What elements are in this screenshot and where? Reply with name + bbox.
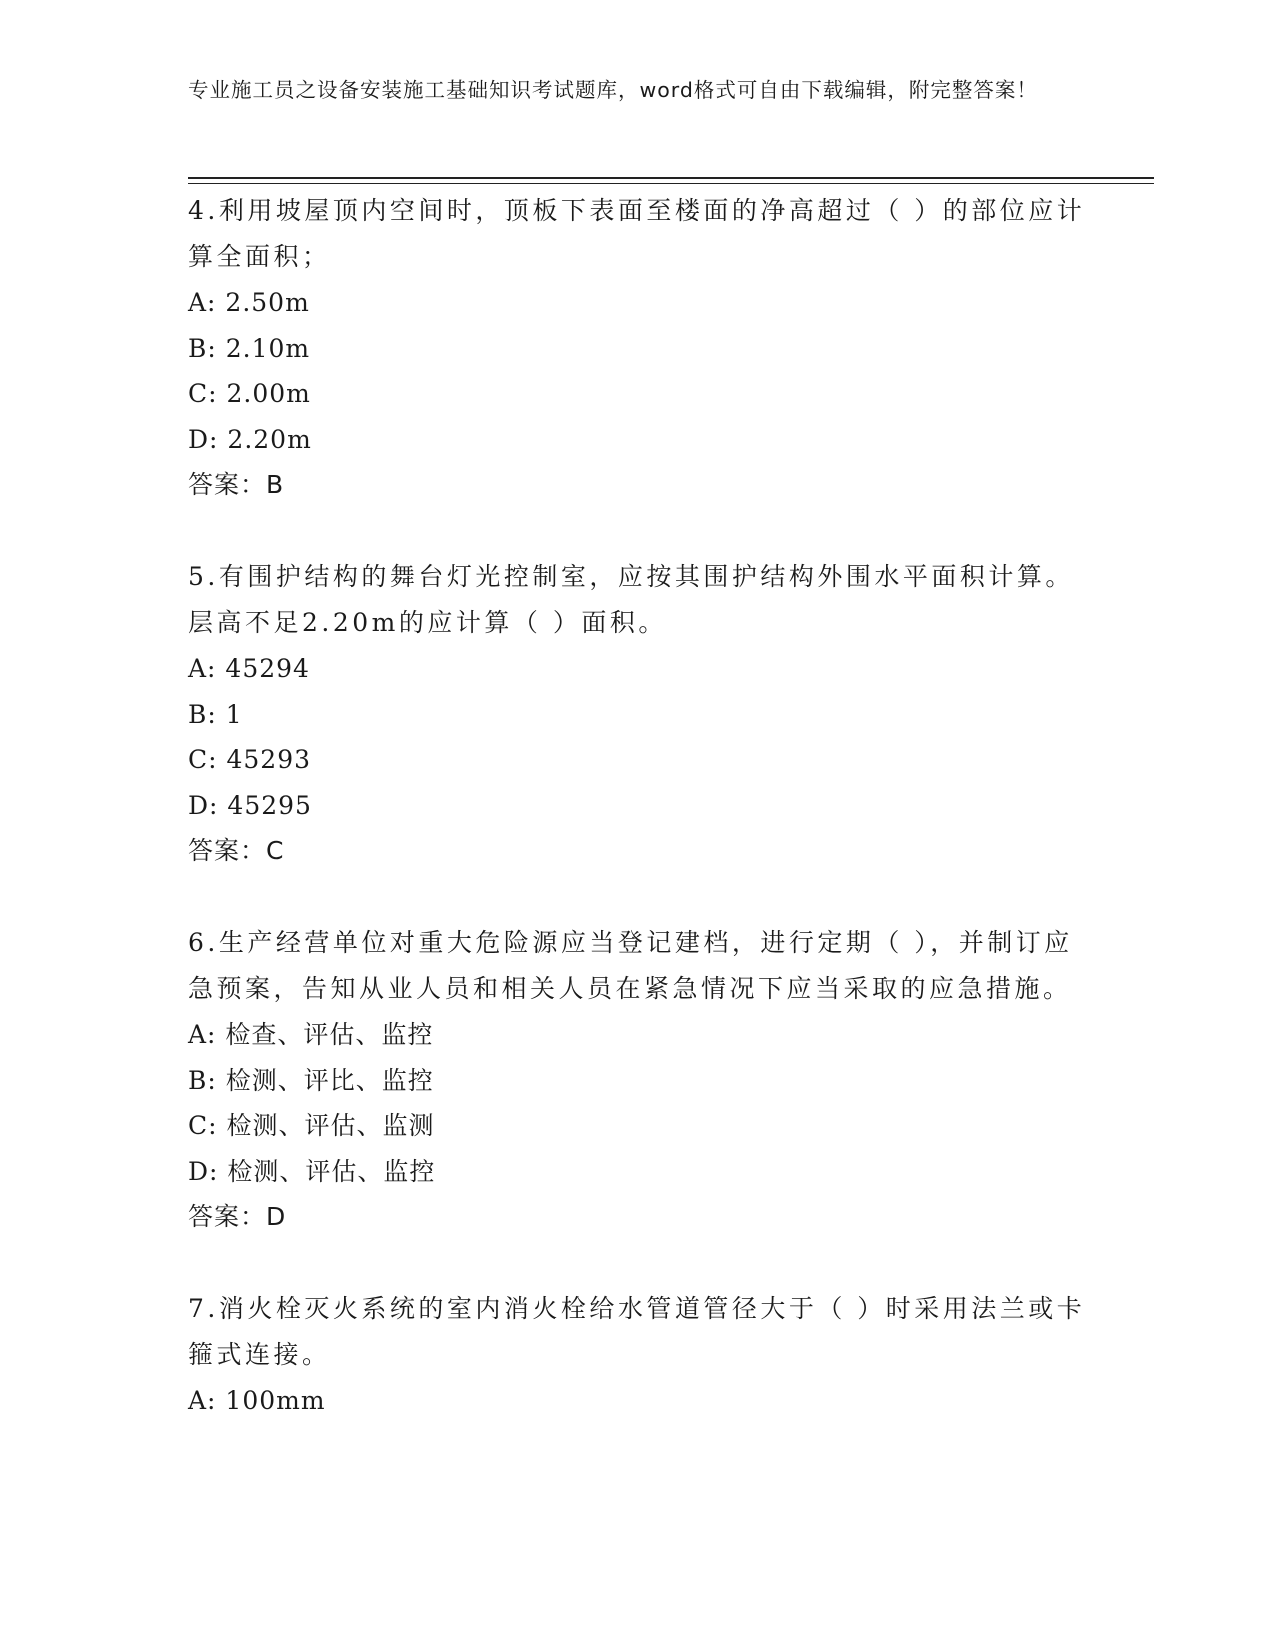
option-d: D: 检测、评估、监控 (188, 1156, 436, 1186)
option-b: B: 2.10m (188, 333, 311, 363)
question-5 (188, 554, 1088, 874)
document-header: 专业施工员之设备安装施工基础知识考试题库，word格式可自由下载编辑，附完整答案！ (188, 78, 1038, 102)
header-divider-thick (188, 177, 1154, 179)
option-a: A: 检查、评估、监控 (188, 1020, 434, 1049)
question-6 (188, 920, 1088, 1240)
question-7 (188, 1286, 1088, 1424)
option-a: A: 100mm (188, 1386, 326, 1415)
option-c: C: 2.00m (188, 379, 311, 408)
question-stem: 6.生产经营单位对重大危险源应当登记建档，进行定期（ ），并制订应急预案，告知从业人员和相关人员在紧急情况下应当采取的应急措施。 (188, 928, 1073, 1003)
option-a: A: 45294 (188, 654, 310, 683)
answer-text: 答案：B (188, 470, 285, 499)
answer-text: 答案：C (188, 836, 285, 865)
option-c: C: 检测、评估、监测 (188, 1111, 435, 1140)
option-c: C: 45293 (188, 745, 312, 774)
answer-text: 答案：D (188, 1202, 287, 1231)
option-d: D: 45295 (188, 790, 312, 820)
question-list (188, 188, 1088, 1470)
option-a: A: 2.50m (188, 288, 310, 317)
question-stem: 7.消火栓灭火系统的室内消火栓给水管道管径大于（ ）时采用法兰或卡箍式连接。 (188, 1294, 1086, 1369)
question-stem: 5.有围护结构的舞台灯光控制室，应按其围护结构外围水平面积计算。层高不足2.20m的应计算（ ）面积。 (188, 562, 1074, 637)
option-b: B: 检测、评比、监控 (188, 1065, 434, 1095)
option-b: B: 1 (188, 699, 243, 729)
header-divider-thin (188, 183, 1154, 184)
option-d: D: 2.20m (188, 424, 312, 454)
question-stem: 4.利用坡屋顶内空间时，顶板下表面至楼面的净高超过（ ）的部位应计算全面积； (188, 196, 1086, 271)
question-4 (188, 188, 1088, 508)
